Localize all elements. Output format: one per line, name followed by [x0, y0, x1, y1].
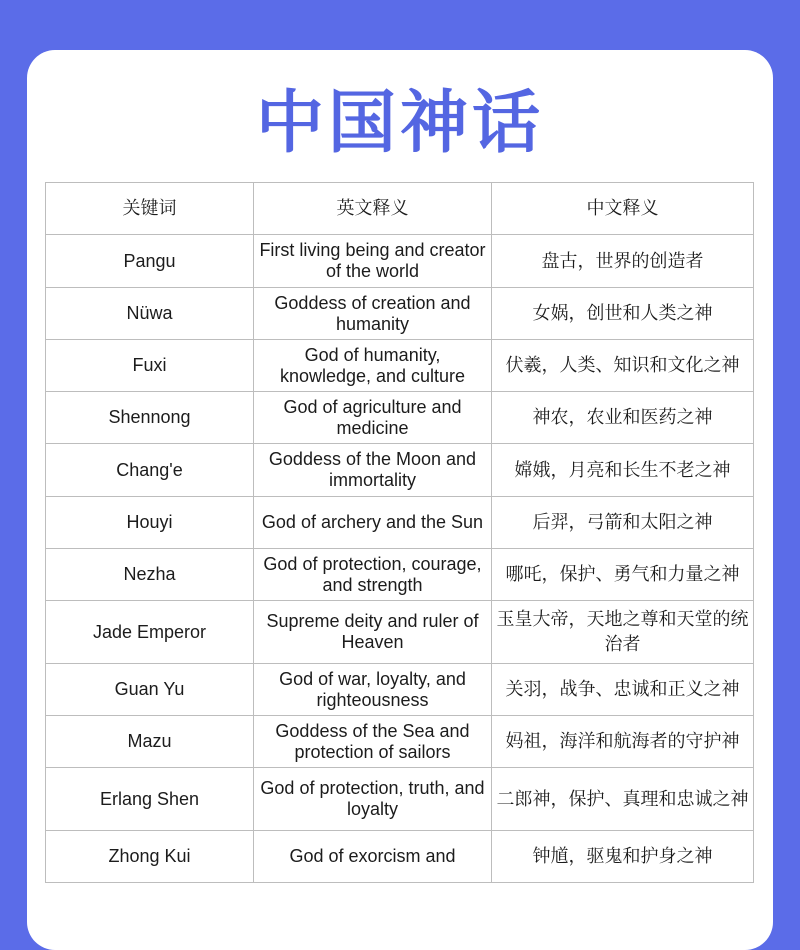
cell-english: Goddess of the Sea and protection of sailors — [254, 716, 492, 768]
cell-keyword: Jade Emperor — [46, 601, 254, 664]
table-row — [46, 664, 754, 716]
cell-chinese: 神农，农业和医药之神 — [492, 392, 754, 444]
cell-keyword: Shennong — [46, 392, 254, 444]
header-keyword: 关键词 — [46, 183, 254, 235]
cell-keyword: Mazu — [46, 716, 254, 768]
cell-english: First living being and creator of the world — [254, 235, 492, 288]
cell-keyword: Houyi — [46, 497, 254, 549]
cell-chinese: 二郎神，保护、真理和忠诚之神 — [492, 768, 754, 831]
cell-chinese: 钟馗，驱鬼和护身之神 — [492, 831, 754, 883]
cell-keyword: Zhong Kui — [46, 831, 254, 883]
table-row — [46, 831, 754, 883]
table-row — [46, 497, 754, 549]
cell-keyword: Guan Yu — [46, 664, 254, 716]
cell-chinese: 妈祖，海洋和航海者的守护神 — [492, 716, 754, 768]
header-english: 英文释义 — [254, 183, 492, 235]
cell-keyword: Fuxi — [46, 340, 254, 392]
cell-english: Goddess of the Moon and immortality — [254, 444, 492, 497]
cell-english: God of protection, truth, and loyalty — [254, 768, 492, 831]
cell-english: Supreme deity and ruler of Heaven — [254, 601, 492, 664]
cell-keyword: Pangu — [46, 235, 254, 288]
table-row — [46, 549, 754, 601]
cell-english: Goddess of creation and humanity — [254, 288, 492, 340]
cell-english: God of exorcism and — [254, 831, 492, 883]
cell-chinese: 嫦娥，月亮和长生不老之神 — [492, 444, 754, 497]
cell-english: God of war, loyalty, and righteousness — [254, 664, 492, 716]
cell-chinese: 伏羲，人类、知识和文化之神 — [492, 340, 754, 392]
cell-chinese: 哪吒，保护、勇气和力量之神 — [492, 549, 754, 601]
table-row — [46, 716, 754, 768]
cell-chinese: 盘古，世界的创造者 — [492, 235, 754, 288]
cell-keyword: Nezha — [46, 549, 254, 601]
table-row — [46, 340, 754, 392]
table-row — [46, 768, 754, 831]
cell-keyword: Nüwa — [46, 288, 254, 340]
table-row — [46, 235, 754, 288]
table-row — [46, 288, 754, 340]
cell-keyword: Chang'e — [46, 444, 254, 497]
cell-english: God of archery and the Sun — [254, 497, 492, 549]
cell-english: God of agriculture and medicine — [254, 392, 492, 444]
cell-chinese: 玉皇大帝，天地之尊和天堂的统治者 — [492, 601, 754, 664]
mythology-table — [45, 182, 754, 883]
cell-chinese: 关羽，战争、忠诚和正义之神 — [492, 664, 754, 716]
page-title: 中国神话 — [255, 84, 544, 163]
table-header-row — [46, 183, 754, 235]
table-row — [46, 444, 754, 497]
table-row — [46, 392, 754, 444]
cell-chinese: 后羿，弓箭和太阳之神 — [492, 497, 754, 549]
cell-english: God of protection, courage, and strength — [254, 549, 492, 601]
table-row — [46, 601, 754, 664]
cell-keyword: Erlang Shen — [46, 768, 254, 831]
header-chinese: 中文释义 — [492, 183, 754, 235]
content-card — [27, 50, 773, 950]
cell-chinese: 女娲，创世和人类之神 — [492, 288, 754, 340]
cell-english: God of humanity, knowledge, and culture — [254, 340, 492, 392]
